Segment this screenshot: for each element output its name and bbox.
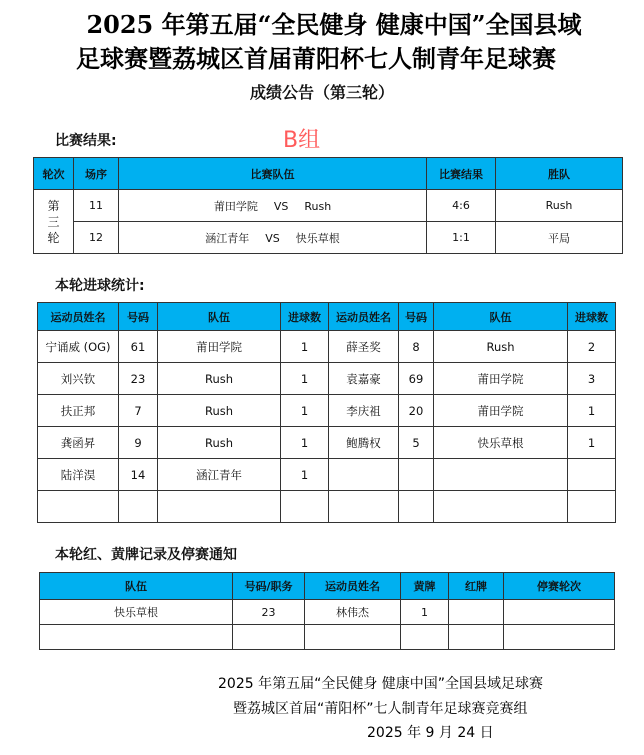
player-goals: 2 [568,331,616,363]
vs-label: VS [273,199,289,213]
player-number: 7 [119,395,158,427]
card-number [233,625,305,650]
goals-table [37,302,616,523]
player-name: 刘兴钦 [38,363,119,395]
card-player-name [305,625,401,650]
col-match-no: 场序 [74,158,119,190]
player-name [38,491,119,523]
cards-header-row [40,573,615,600]
player-name: 陆洋淏 [38,459,119,491]
goals-header-row [38,303,616,331]
player-number: 14 [119,459,158,491]
home-team: 涵江青年 [205,231,250,245]
col-winner: 胜队 [496,158,623,190]
player-name: 薛圣奖 [329,331,399,363]
player-goals: 1 [281,395,329,427]
player-goals: 3 [568,363,616,395]
col-teams: 比赛队伍 [119,158,427,190]
table-row [38,363,616,395]
player-number: 20 [399,395,434,427]
card-red [449,600,504,625]
goals-section-label: 本轮进球统计: [55,278,145,294]
player-goals: 1 [281,363,329,395]
player-team: 涵江青年 [158,459,281,491]
player-number [399,491,434,523]
match-no: 11 [74,190,119,222]
table-row [38,491,616,523]
match-score: 4:6 [427,190,496,222]
home-team: 莆田学院 [213,199,258,213]
player-goals: 1 [281,427,329,459]
table-row [34,222,623,254]
player-name: 李庆祖 [329,395,399,427]
col-red-card: 红牌 [449,573,504,600]
match-teams [119,190,427,222]
match-winner: 平局 [496,222,623,254]
player-goals: 1 [281,331,329,363]
col-number: 号码 [119,303,158,331]
card-red [449,625,504,650]
card-player-name: 林伟杰 [305,600,401,625]
round-char: 三 [47,214,60,229]
round-cell [34,190,74,254]
player-goals: 1 [281,459,329,491]
card-number: 23 [233,600,305,625]
round-char: 轮 [47,230,60,245]
col-number: 号码 [399,303,434,331]
player-team: Rush [158,395,281,427]
player-goals [568,491,616,523]
player-goals [568,459,616,491]
card-team [40,625,233,650]
player-number [399,459,434,491]
title-line-2: 足球赛暨荔城区首届莆阳杯七人制青年足球赛 [76,44,556,73]
match-winner: Rush [496,190,623,222]
col-suspension: 停赛轮次 [504,573,615,600]
table-row [34,190,623,222]
player-name: 宁诵威 (OG) [38,331,119,363]
round-char: 第 [47,198,60,213]
col-goals: 进球数 [281,303,329,331]
card-yellow [401,625,449,650]
player-team [434,459,568,491]
footer-date: 2025 年 9 月 24 日 [367,725,494,741]
table-row [38,331,616,363]
player-number: 8 [399,331,434,363]
player-name: 鲍腾权 [329,427,399,459]
player-number: 61 [119,331,158,363]
match-teams [119,222,427,254]
player-number: 5 [399,427,434,459]
player-team: 莆田学院 [158,331,281,363]
player-number: 23 [119,363,158,395]
page-subtitle: 成绩公告（第三轮） [249,83,394,102]
player-goals [281,491,329,523]
player-team: Rush [158,427,281,459]
card-team: 快乐草根 [40,600,233,625]
col-player-name: 运动员姓名 [305,573,401,600]
results-table [33,157,623,254]
player-team [158,491,281,523]
table-row [38,395,616,427]
player-team [434,491,568,523]
col-team: 队伍 [40,573,233,600]
table-row [38,459,616,491]
cards-section-label: 本轮红、黄牌记录及停赛通知 [55,547,237,563]
player-team: Rush [158,363,281,395]
footer-organizer-line-2: 暨荔城区首届“莆阳杯”七人制青年足球赛竞赛组 [233,701,528,717]
col-yellow-card: 黄牌 [401,573,449,600]
away-team: Rush [304,199,332,213]
table-row [38,427,616,459]
table-row [40,600,615,625]
player-team: 莆田学院 [434,395,568,427]
match-score: 1:1 [427,222,496,254]
player-name [329,459,399,491]
player-name: 袁嘉豪 [329,363,399,395]
player-name: 龚函昇 [38,427,119,459]
col-goals: 进球数 [568,303,616,331]
card-suspension [504,600,615,625]
col-player-name: 运动员姓名 [38,303,119,331]
table-row [40,625,615,650]
vs-label: VS [265,231,280,245]
col-round: 轮次 [34,158,74,190]
col-team: 队伍 [434,303,568,331]
player-team: 快乐草根 [434,427,568,459]
card-yellow: 1 [401,600,449,625]
cards-table [39,572,615,650]
player-team: Rush [434,331,568,363]
results-section-label: 比赛结果: [55,133,117,149]
col-number-role: 号码/职务 [233,573,305,600]
title-line-1: 2025 年第五届“全民健身 健康中国”全国县域 [86,10,582,39]
player-number: 69 [399,363,434,395]
match-no: 12 [74,222,119,254]
col-score: 比赛结果 [427,158,496,190]
away-team: 快乐草根 [295,231,340,245]
player-name: 扶正邦 [38,395,119,427]
player-goals: 1 [568,395,616,427]
player-number [119,491,158,523]
col-team: 队伍 [158,303,281,331]
player-goals: 1 [568,427,616,459]
col-player-name: 运动员姓名 [329,303,399,331]
results-header-row [34,158,623,190]
card-suspension [504,625,615,650]
group-tag: B组 [283,128,321,153]
player-number: 9 [119,427,158,459]
player-name [329,491,399,523]
footer-organizer-line-1: 2025 年第五届“全民健身 健康中国”全国县域足球赛 [218,676,544,692]
player-team: 莆田学院 [434,363,568,395]
